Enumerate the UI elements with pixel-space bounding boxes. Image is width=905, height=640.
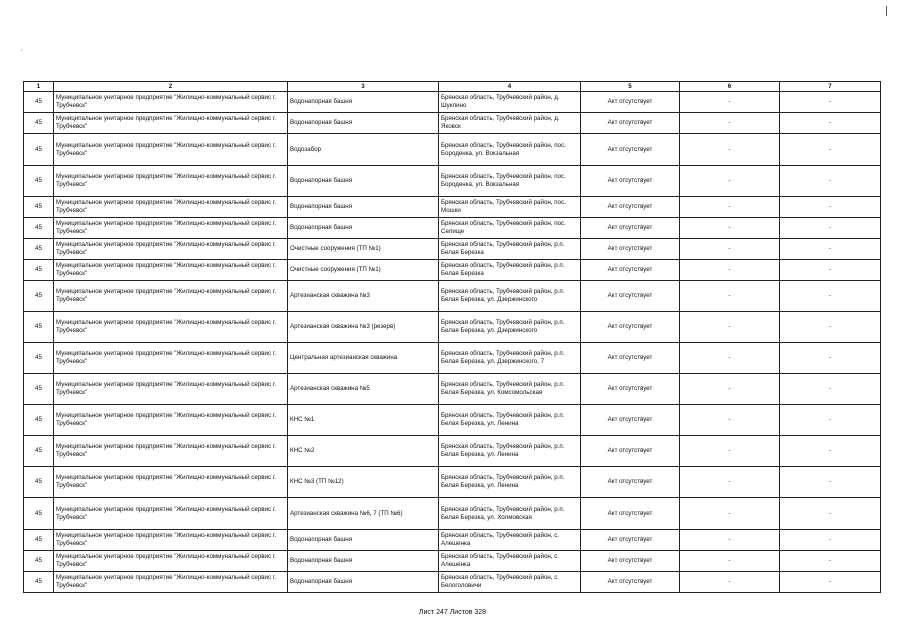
table-row: [24, 343, 881, 374]
act-cell: Акт отсутствует: [581, 281, 680, 312]
table-row: [24, 166, 881, 197]
organization-cell: Муниципальное унитарное предприятие "Жилищно-коммунальный сервис г. Трубчевск": [54, 530, 288, 551]
object-cell: Водозабор: [288, 134, 439, 166]
table-row: [24, 498, 881, 530]
row-number: 45: [24, 436, 54, 467]
column6-cell: -: [680, 239, 780, 260]
column7-cell: -: [780, 312, 881, 343]
act-cell: Акт отсутствует: [581, 239, 680, 260]
address-cell: Брянская область, Трубчевский район, д. Шуклино: [439, 92, 581, 113]
organization-cell: Муниципальное унитарное предприятие "Жилищно-коммунальный сервис г. Трубчевск": [54, 467, 288, 498]
address-cell: Брянская область, Трубчевский район, р.п. Белая Березка, ул. Дзержинского, 7: [439, 343, 581, 374]
column-header: 1: [24, 82, 54, 92]
column-header: 3: [288, 82, 439, 92]
organization-cell: Муниципальное унитарное предприятие "Жилищно-коммунальный сервис г. Трубчевск": [54, 343, 288, 374]
column6-cell: -: [680, 343, 780, 374]
address-cell: Брянская область, Трубчевский район, пос. Бороденка, ул. Вокзальная: [439, 134, 581, 166]
column6-cell: -: [680, 134, 780, 166]
column7-cell: -: [780, 134, 881, 166]
object-cell: Артезианская скважина №6, 7 (ТП №6): [288, 498, 439, 530]
address-cell: Брянская область, Трубчевский район, р.п. Белая Березка: [439, 260, 581, 281]
column7-cell: -: [780, 551, 881, 572]
row-number: 45: [24, 530, 54, 551]
column-header: 7: [780, 82, 881, 92]
address-cell: Брянская область, Трубчевский район, р.п. Белая Березка, ул. Дзержинского: [439, 312, 581, 343]
row-number: 45: [24, 498, 54, 530]
object-cell: Водонапорная башня: [288, 218, 439, 239]
column7-cell: -: [780, 436, 881, 467]
column7-cell: -: [780, 166, 881, 197]
page-footer: Лист 247 Листов 328: [418, 609, 487, 616]
column7-cell: -: [780, 281, 881, 312]
row-number: 45: [24, 281, 54, 312]
column7-cell: -: [780, 498, 881, 530]
column7-cell: -: [780, 467, 881, 498]
table-row: [24, 239, 881, 260]
row-number: 45: [24, 218, 54, 239]
address-cell: Брянская область, Трубчевский район, пос. Бороденка, ул. Вокзальная: [439, 166, 581, 197]
object-cell: Артезианская скважина №3 (резерв): [288, 312, 439, 343]
act-cell: Акт отсутствует: [581, 260, 680, 281]
organization-cell: Муниципальное унитарное предприятие "Жилищно-коммунальный сервис г. Трубчевск": [54, 374, 288, 405]
column6-cell: -: [680, 436, 780, 467]
table-row: [24, 197, 881, 218]
address-cell: Брянская область, Трубчевский район, с. Алешенка: [439, 551, 581, 572]
row-number: 45: [24, 134, 54, 166]
act-cell: Акт отсутствует: [581, 113, 680, 134]
column7-cell: -: [780, 405, 881, 436]
act-cell: Акт отсутствует: [581, 374, 680, 405]
column7-cell: -: [780, 374, 881, 405]
column6-cell: -: [680, 572, 780, 593]
column7-cell: -: [780, 343, 881, 374]
column7-cell: -: [780, 218, 881, 239]
object-cell: Водонапорная башня: [288, 166, 439, 197]
address-cell: Брянская область, Трубчевский район, р.п. Белая Березка, ул. Комсомольская: [439, 374, 581, 405]
address-cell: Брянская область, Трубчевский район, р.п. Белая Березка: [439, 239, 581, 260]
column7-cell: -: [780, 197, 881, 218]
act-cell: Акт отсутствует: [581, 92, 680, 113]
table-row: [24, 134, 881, 166]
row-number: 45: [24, 166, 54, 197]
row-number: 45: [24, 405, 54, 436]
object-cell: Артезианская скважина №3: [288, 281, 439, 312]
column7-cell: -: [780, 530, 881, 551]
organization-cell: Муниципальное унитарное предприятие "Жилищно-коммунальный сервис г. Трубчевск": [54, 92, 288, 113]
address-cell: Брянская область, Трубчевский район, с. Белоголовичи: [439, 572, 581, 593]
act-cell: Акт отсутствует: [581, 436, 680, 467]
table-row: [24, 218, 881, 239]
column6-cell: -: [680, 405, 780, 436]
table-row: [24, 312, 881, 343]
scan-speck: ˊ: [20, 49, 23, 58]
object-cell: Очистные сооружения (ТП №1): [288, 260, 439, 281]
row-number: 45: [24, 467, 54, 498]
registry-table: [23, 81, 881, 593]
organization-cell: Муниципальное унитарное предприятие "Жилищно-коммунальный сервис г. Трубчевск": [54, 551, 288, 572]
table-body: [24, 92, 881, 593]
row-number: 45: [24, 343, 54, 374]
act-cell: Акт отсутствует: [581, 572, 680, 593]
organization-cell: Муниципальное унитарное предприятие "Жилищно-коммунальный сервис г. Трубчевск": [54, 197, 288, 218]
act-cell: Акт отсутствует: [581, 312, 680, 343]
column-header: 5: [581, 82, 680, 92]
table-row: [24, 572, 881, 593]
act-cell: Акт отсутствует: [581, 498, 680, 530]
organization-cell: Муниципальное унитарное предприятие "Жилищно-коммунальный сервис г. Трубчевск": [54, 218, 288, 239]
organization-cell: Муниципальное унитарное предприятие "Жилищно-коммунальный сервис г. Трубчевск": [54, 239, 288, 260]
column6-cell: -: [680, 530, 780, 551]
organization-cell: Муниципальное унитарное предприятие "Жилищно-коммунальный сервис г. Трубчевск": [54, 260, 288, 281]
row-number: 45: [24, 312, 54, 343]
table-row: [24, 405, 881, 436]
column7-cell: -: [780, 113, 881, 134]
act-cell: Акт отсутствует: [581, 218, 680, 239]
table-row: [24, 92, 881, 113]
column7-cell: -: [780, 92, 881, 113]
object-cell: КНС №3 (ТП №12): [288, 467, 439, 498]
column7-cell: -: [780, 260, 881, 281]
column7-cell: -: [780, 572, 881, 593]
address-cell: Брянская область, Трубчевский район, с. Алешенка: [439, 530, 581, 551]
address-cell: Брянская область, Трубчевский район, р.п. Белая Березка, ул. Ленина: [439, 436, 581, 467]
organization-cell: Муниципальное унитарное предприятие "Жилищно-коммунальный сервис г. Трубчевск": [54, 134, 288, 166]
object-cell: КНС №1: [288, 405, 439, 436]
column6-cell: -: [680, 498, 780, 530]
row-number: 45: [24, 239, 54, 260]
column6-cell: -: [680, 281, 780, 312]
organization-cell: Муниципальное унитарное предприятие "Жилищно-коммунальный сервис г. Трубчевск": [54, 312, 288, 343]
row-number: 45: [24, 92, 54, 113]
organization-cell: Муниципальное унитарное предприятие "Жилищно-коммунальный сервис г. Трубчевск": [54, 572, 288, 593]
row-number: 45: [24, 113, 54, 134]
act-cell: Акт отсутствует: [581, 197, 680, 218]
object-cell: Очистные сооружения (ТП №1): [288, 239, 439, 260]
act-cell: Акт отсутствует: [581, 343, 680, 374]
organization-cell: Муниципальное унитарное предприятие "Жилищно-коммунальный сервис г. Трубчевск": [54, 436, 288, 467]
organization-cell: Муниципальное унитарное предприятие "Жилищно-коммунальный сервис г. Трубчевск": [54, 166, 288, 197]
object-cell: Водонапорная башня: [288, 92, 439, 113]
column7-cell: -: [780, 239, 881, 260]
table-row: [24, 260, 881, 281]
column6-cell: -: [680, 197, 780, 218]
address-cell: Брянская область, Трубчевский район, пос. Селище: [439, 218, 581, 239]
row-number: 45: [24, 260, 54, 281]
column6-cell: -: [680, 218, 780, 239]
table-row: [24, 436, 881, 467]
object-cell: Водонапорная башня: [288, 551, 439, 572]
act-cell: Акт отсутствует: [581, 405, 680, 436]
act-cell: Акт отсутствует: [581, 166, 680, 197]
organization-cell: Муниципальное унитарное предприятие "Жилищно-коммунальный сервис г. Трубчевск": [54, 281, 288, 312]
address-cell: Брянская область, Трубчевский район, р.п. Белая Березка, ул. Ленина: [439, 467, 581, 498]
act-cell: Акт отсутствует: [581, 467, 680, 498]
object-cell: Водонапорная башня: [288, 113, 439, 134]
organization-cell: Муниципальное унитарное предприятие "Жилищно-коммунальный сервис г. Трубчевск": [54, 498, 288, 530]
act-cell: Акт отсутствует: [581, 551, 680, 572]
table-row: [24, 551, 881, 572]
table-row: [24, 374, 881, 405]
column6-cell: -: [680, 260, 780, 281]
column-header: 4: [439, 82, 581, 92]
column6-cell: -: [680, 113, 780, 134]
act-cell: Акт отсутствует: [581, 530, 680, 551]
object-cell: Водонапорная башня: [288, 572, 439, 593]
row-number: 45: [24, 551, 54, 572]
organization-cell: Муниципальное унитарное предприятие "Жилищно-коммунальный сервис г. Трубчевск": [54, 405, 288, 436]
object-cell: Артезианская скважина №5: [288, 374, 439, 405]
column6-cell: -: [680, 312, 780, 343]
address-cell: Брянская область, Трубчевский район, д. Яковск: [439, 113, 581, 134]
address-cell: Брянская область, Трубчевский район, р.п. Белая Березка, ул. Дзержинского: [439, 281, 581, 312]
table-row: [24, 530, 881, 551]
act-cell: Акт отсутствует: [581, 134, 680, 166]
address-cell: Брянская область, Трубчевский район, р.п. Белая Березка, ул. Холмовская: [439, 498, 581, 530]
header-row: [24, 82, 881, 92]
row-number: 45: [24, 374, 54, 405]
row-number: 45: [24, 572, 54, 593]
scan-mark: [886, 6, 887, 16]
address-cell: Брянская область, Трубчевский район, р.п. Белая Березка, ул. Ленина: [439, 405, 581, 436]
object-cell: Водонапорная башня: [288, 197, 439, 218]
row-number: 45: [24, 197, 54, 218]
column6-cell: -: [680, 166, 780, 197]
table-row: [24, 113, 881, 134]
column6-cell: -: [680, 374, 780, 405]
object-cell: Водонапорная башня: [288, 530, 439, 551]
table-row: [24, 467, 881, 498]
object-cell: КНС №2: [288, 436, 439, 467]
organization-cell: Муниципальное унитарное предприятие "Жилищно-коммунальный сервис г. Трубчевск": [54, 113, 288, 134]
column6-cell: -: [680, 551, 780, 572]
column-header: 6: [680, 82, 780, 92]
table-row: [24, 281, 881, 312]
column6-cell: -: [680, 467, 780, 498]
object-cell: Центральная артезианская скважина: [288, 343, 439, 374]
column6-cell: -: [680, 92, 780, 113]
address-cell: Брянская область, Трубчевский район, пос. Мошки: [439, 197, 581, 218]
column-header: 2: [54, 82, 288, 92]
